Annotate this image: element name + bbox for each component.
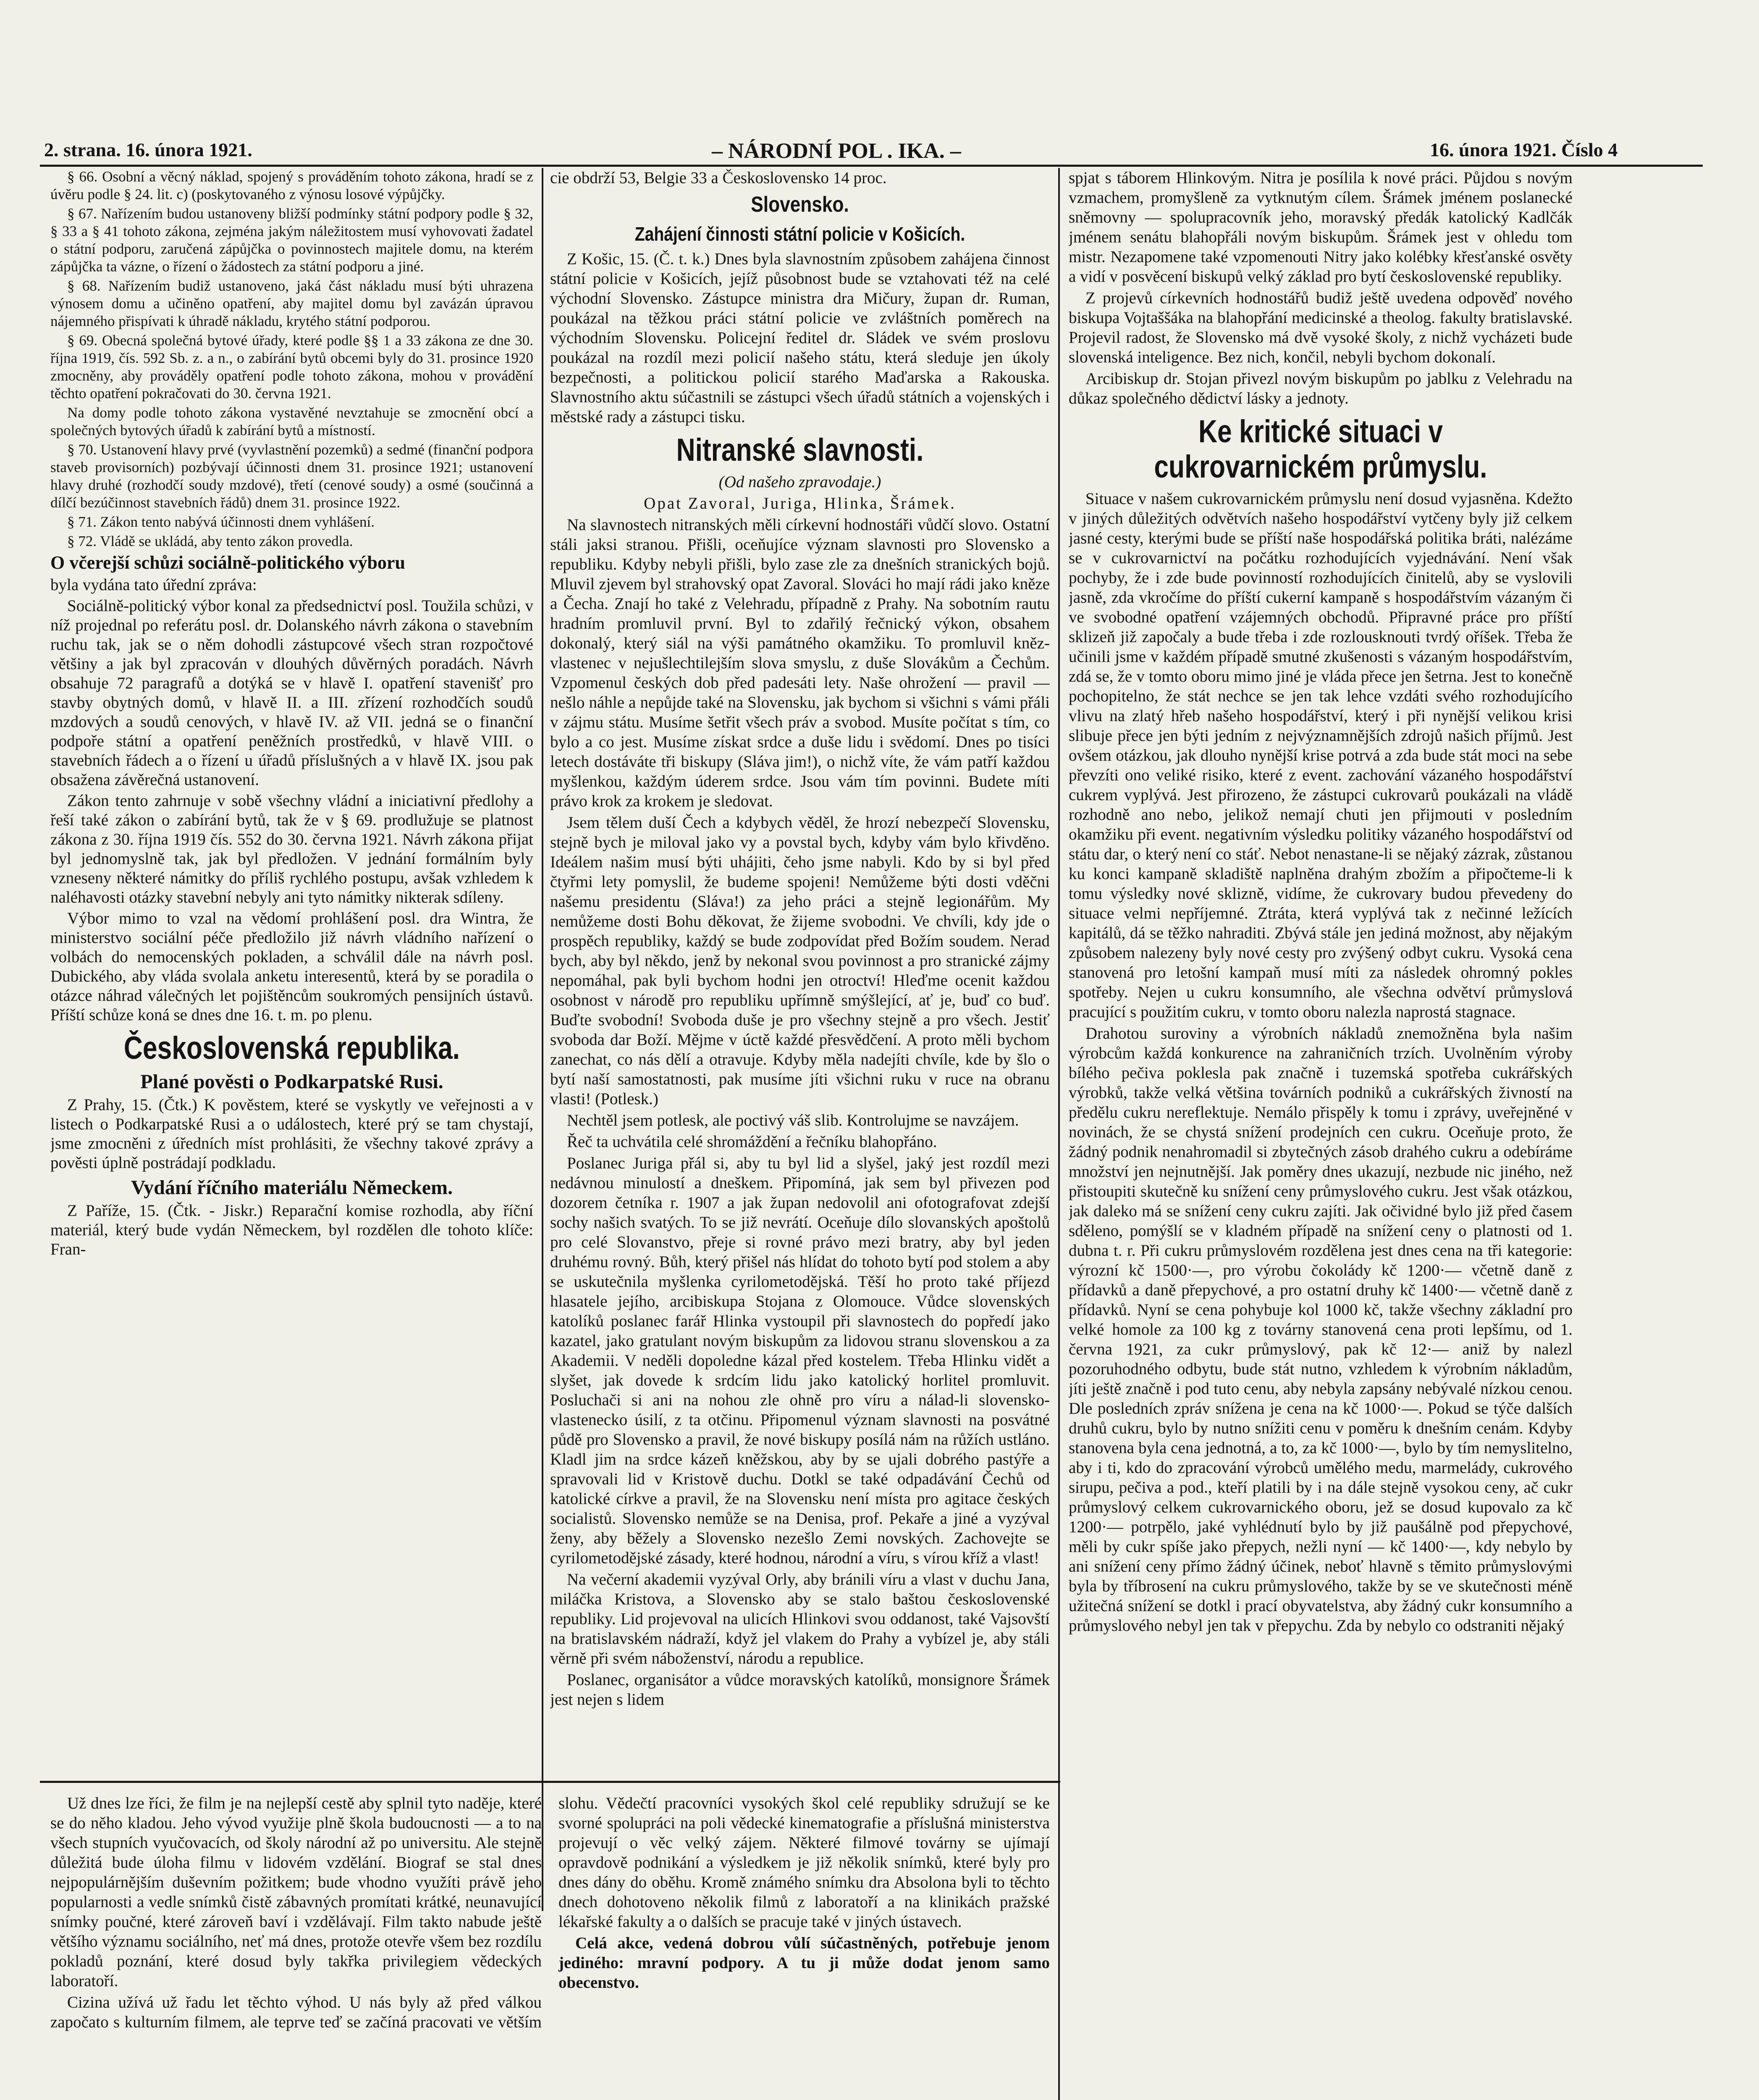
article-paragraph: Celá akce, vedená dobrou vůlí súčastněných, potřebuje jenom jediného: mravní podpory. A tu ji může dodat jenom samo obecenstvo. bbox=[558, 1934, 1050, 1992]
slovakia-heading: Slovensko. bbox=[751, 192, 849, 217]
header-masthead: – NÁRODNÍ POL . IKA. – bbox=[712, 139, 961, 163]
sugar-heading: Ke kritické situaci v cukrovarnickém průmyslu. bbox=[1154, 414, 1487, 485]
article-paragraph: § 67. Nařízením budou ustanoveny bližší podmínky státní podpory podle § 32, § 33 a § 41 tohoto zákona, zejména jakým náležitostem musí vyhovovati žadatel o státní podporu, zaručená zápůjčka o povinnostech majitele domu, na kterém zápůjčka ta vázne, o řízení o žádostech za státní podporu a jiné. bbox=[50, 205, 533, 275]
article-paragraph: § 70. Ustanovení hlavy prvé (vyvlastnění pozemků) a sedmé (finanční podpora staveb provisorních) pozbývají účinnosti dnem 31. prosince 1921; ustanovení hlavy druhé (rozhodčí soudy mzdové), třetí (cenové soudy) a osmé (součinná a dílčí bezúčinnost stavebních řádů) dnem 31. prosince 1922. bbox=[50, 441, 533, 511]
article-paragraph: Nechtěl jsem potlesk, ale poctivý váš slib. Kontrolujme se navzájem. bbox=[567, 1111, 1019, 1129]
header-rule bbox=[40, 165, 1703, 167]
article-paragraph: Na domy podle tohoto zákona vystavěné nevztahuje se zmocnění obcí a společných bytových úřadů k zabírání bytů a místností. bbox=[50, 404, 533, 438]
nitra-subheading: (Od našeho zpravodaje.) bbox=[718, 473, 881, 491]
article-paragraph: Z Paříže, 15. (Čtk. - Jiskr.) Reparační komise rozhodla, aby říční materiál, který bude vydán Německem, byl rozdělen dle tohoto klíče: Fran- bbox=[50, 1202, 533, 1258]
article-paragraph: Jsem tělem duší Čech a kdybych věděl, že hrozí nebezpečí Slovensku, stejně bych je miloval jako vy a povstal bych, kdyby vám bylo křivděno. Ideálem našim musí býti uhájiti, čeho jsme nabyli. Kdo by si byl před čtyřmi lety pomyslil, že budeme spojeni! Nemůžeme býti dosti vděčni našemu presidentu (Sláva!) za jeho práci a stejně legionářům. My nemůžeme dosti Bohu děkovat, že žijeme svobodni. Ve chvíli, kdy jde o prospěch republiky, každý se bude zodpovídat před Božím soudem. Nerad bych, aby byl někdo, jenž by nekonal svou povinnost a pro stranické zájmy nepomáhal, pak byli bychom hodni jen otroctví! Hleďme ocenit každou osobnost v národě pro republiku upřímně smýšlející, ať je, buď co buď. Buďte svobodní! Svoboda duše je pro všechny stejně a pro všech. Jestiť svoboda dar Boží. Mějme v úctě každé přesvědčení. A proto měli bychom zanechat, co nás dělí a otravuje. Kdyby měla nadejíti chvíle, kde by šlo o bytí naší samostatnosti, pak musíme jíti všichni ruku v ruce na obranu vlasti! (Potlesk.) bbox=[550, 814, 1050, 1108]
article-paragraph: Drahotou suroviny a výrobních nákladů znemožněna byla našim výrobcům každá konkurence na zahraničních trzích. Uvolněním výroby bílého pečiva poklesla pak značně i tuzemská spotřeba cukrářských výrobků, takže velká většina továrních podniků a cukrářských živností na předělu cukru nereflektuje. Nemálo přispěly k tomu i zprávy, uveřejněné v novinách, že se chystá snížení prodejních cen cukru. Oceňuje proto, že žádný podnik nenahromadil si zbytečných zásob drahého cukru a odebíráme množství jen nejnutnější. Jak poměry dnes ukazují, nezbude nic jiného, než přistoupiti skutečně ku snížení ceny průmyslového cukru. Jest však otázkou, jak daleko má se snížení ceny cukru zajíti. Jak očividné bylo již před časem sděleno, pomýšlí se v kladném případě na snížení ceny o platnosti od 1. dubna t. r. Při cukru průmyslovém rozdělena jest dnes cena na tři kategorie: výrozní kč 1500·—, pro výrobu čokolády kč 1200·— včetně daně z přídavků a daně přepychové, a pro ostatní druhy kč 1400·— včetně daně z přídavků. Nyní se cena pohybuje kol 1000 kč, takže všechny základní pro velké homole za 100 kg z továrny stanovená cena proti lepšímu, od 1. června 1921, za cukr průmyslový, pak kč 12·— aniž by nalezl pozoruhodného odbytu, bude stát nutno, vzhledem k výrobním nákladům, jíti ještě značně i pod tuto cenu, aby nebyla zapsány nebývalé nízkou cenou. Dle posledních zpráv snížena je cena na kč 1000·—. Pokud se týče dalších druhů cukru, bylo by nutno snížiti cenu v poměru k dnešním cenám. Kdyby stanovena byla cena jednotná, a to, za kč 1000·—, bylo by tím nemyslitelno, aby i ti, kdo do zpracování výrobců umělého medu, marmelády, cukrového sirupu, pečiva a pod., kteří platili by i na dále stejně vysokou ceny, ač cukr průmyslový celkem cukrovarnického oboru, jež se dosud kupovalo za kč 1200·— potrpělo, jaké vyhlédnutí bylo by již paušálně pod přepychové, měli by cukr spíše jako přepych, nežli nyní — kč 1400·—, kdy nebylo by ani snížení ceny přímo žádný účinek, neboť hlavně s těmito průmyslovými byla by tříbrosení na cukru průmyslového, takže by se ve skutečnosti méně užitečná snížení se dotkl i prací obyvatelstva, aby žádný cukr konsumního a průmyslového nebyl jen tak v přepychu. Zda by nebylo co odstraniti nějaký bbox=[1069, 1024, 1573, 1635]
river-heading: Vydání říčního materiálu Německem. bbox=[131, 1176, 453, 1199]
article-paragraph: Výbor mimo to vzal na vědomí prohlášení posl. dra Wintra, že ministerstvo sociální péče předložilo již návrh vládního nařízení o volbách do nemocenských pokladen, a schválil dále na návrh posl. Dubického, aby vláda svolala anketu interesentů, která by se poradila o otázce náhrad válečných let pojištěncům soukromých pensijních ústavů. Příští schůze koná se dnes dne 16. t. m. po plenu. bbox=[50, 909, 533, 1024]
nitra-heading: Nitranské slavnosti. bbox=[676, 432, 924, 468]
article-paragraph: § 68. Nařízením budiž ustanoveno, jaká část nákladu musí býti uhrazena výnosem domu a učiněno opatření, aby majitel domu byl zavázán úpravou nájemného přispívati k úhradě nákladu, krytého státní podporou. bbox=[50, 278, 533, 329]
article-paragraph: Zákon tento zahrnuje v sobě všechny vládní a iniciativní předlohy a řeší také zákon o zabírání bytů, tak že v § 69. prodlužuje se platnost zákona z 30. října 1919 čís. 552 do 30. června 1921. Návrh zákona přijat byl jednomyslně tak, jak byl předložen. V jednání formálním byly vzneseny některé námitky do příliš rychlého postupu, avšak vzhledem k naléhavosti otázky stavební nebyly ani tyto námitky nikterak sdíleny. bbox=[50, 792, 533, 906]
meeting-heading: O včerejší schůzi sociálně-politického výboru bbox=[50, 552, 405, 573]
article-paragraph: Z projevů církevních hodnostářů budiž ještě uvedena odpověď nového biskupa Vojtaššáka na blahopřání medicinské a theolog. fakulty bratislavské. Projevil radost, že Slovensko má dvě vysoké školy, z nichž vycházeti bude slovenská inteligence. Bez nich, končil, nebyli bychom dokonalí. bbox=[1069, 289, 1573, 366]
article-paragraph: § 69. Obecná společná bytové úřady, které podle §§ 1 a 33 zákona ze dne 30. října 1919, čís. 592 Sb. z. a n., o zabírání bytů obcemi byly do 31. prosince 1920 zmocněny, aby prováděly opatření podle tohoto zákona, mohou v provádění těchto opatření pokračovati do 30. června 1921. bbox=[50, 332, 533, 402]
article-paragraph: § 72. Vládě se ukládá, aby tento zákon provedla. bbox=[67, 533, 353, 549]
column-rule-2 bbox=[1058, 168, 1060, 2100]
article-paragraph: Poslanec, organisátor a vůdce moravských katolíků, monsignore Šrámek jest nejen s lidem bbox=[550, 1671, 1050, 1709]
article-paragraph: § 71. Zákon tento nabývá účinnosti dnem vyhlášení. bbox=[67, 514, 375, 530]
nitra-names: Opat Zavoral, Juriga, Hlinka, Šrámek. bbox=[644, 494, 956, 512]
article-paragraph: Situace v našem cukrovarnickém průmyslu není dosud vyjasněna. Kdežto v jiných důležitých odvětvích našeho hospodářství vytčeny byly již celkem jasné cesty, kterými bude se příští naše hospodářská politika bráti, nalézáme se v cukrovarnictví na počátku rozhodujících vyjednávání. Není však pochyby, že i zde bude povinností rozhodujících činitelů, aby se vyslovili jasně, zda vkročíme do příští cukerní kampaně s hospodářstvím vázaným či ve svobodné opatření vzájemných obchodů. Připravné práce pro příští sklizeň již započaly a bude třeba i zde rozlousknouti tvrdý oříšek. Třeba že učinili jsme v každém případě smutné zkušenosti s vázaným hospodářstvím, zdá se, že v tomto oboru mimo jiné je vláda přece jen šetrna. Jest to konečně pochopitelno, že stát nechce se jen tak lehce vzdáti svého rozhodujícího vlivu na zlatý hřeb našeho hospodářství, který i při nynější velikou krisi slibuje přece jen býti jedním z nejvýznamnějších zdrojů našich příjmů. Jest ovšem otázkou, jak dlouho nynější krise potrvá a zda bude stát moci na sebe převzíti ono veliké risiko, které z event. zachování vázaného hospodářství cukrem vyplývá. Jest přirozeno, že zástupci cukrovarů poukázali na vládě rozhodně ano nebo, jelikož nemají chuti jen přijmouti v posledním okamžiku při event. negativním výsledku politiky vázaného hospodářství od státu dar, o který není co stáť. Nebot nenastane-li se nějaký zázrak, zůstanou ku konci kampaně skladiště naplněna drahým zbožím a připočteme-li k tomu výsledky nové sklizně, vidíme, že cukrovary budou převedeny do situace velmi nepříjemné. Ztráta, která vyplývá tak z nečinné ležících kapitálů, dá se těžko nahraditi. Zbývá stále jen jediná možnost, aby nějakým způsobem nalezeny byly nové cesty pro zvýšený odbyt cukru. Vysoká cena stanovená pro letošní kampaň musí míti za následek ohromný pokles spotřeby. Nejen u cukru konsumního, ale všechna odvětví průmyslová pracující s použitím cukru, v tomto oboru nalezla naprostá stagnace. bbox=[1069, 490, 1573, 1021]
article-paragraph: byla vydána tato úřední zpráva: bbox=[50, 576, 257, 594]
column-3 bbox=[1069, 168, 1573, 2100]
article-paragraph: Už dnes lze říci, že film je na nejlepší cestě aby splnil tyto naděje, které se do něho kladou. Jeho vývod využije plně škola budoucnosti — a to na všech stupních vyučovacích, od školy národní až po universitu. Ale stejně důležitá bude úloha filmu v lidovém vzdělání. Biograf se stal dnes nejpopulárnějším duševním požitkem; bude vhodno využíti právě jeho popularnosti a vedle snímků čistě zábavných promítati krátké, neunavující snímky poučné, které zároveň baví i vzdělávají. Film takto nabude ještě většího významu sociálního, neť má dnes, protože otevře všem bez rozdílu pokladů poznání, které dosud byly takřka privilegiem vědeckých laboratoří. bbox=[50, 1794, 542, 1990]
article-paragraph: cie obdrží 53, Belgie 33 a Československo 14 proc. bbox=[550, 169, 887, 187]
article-paragraph: spjat s táborem Hlinkovým. Nitra je posílila k nové práci. Půjdou s novým vzmachem, promyšleně za vytknutým cílem. Šrámek jménem poslanecké sněmovny — spolupracovník jeho, moravský předák katolický Kadlčák jménem senátu blahopřáli novým biskupům. Šrámek jest v ohledu tom mistr. Nezapomene také vzpomenouti Nitry jako kolébky křesťanské osvěty a vidí v posvěcení biskupů velký základ pro bytí československé republiky. bbox=[1069, 169, 1573, 286]
column-rule-1 bbox=[542, 168, 543, 1911]
article-paragraph: Na slavnostech nitranských měli církevní hodnostáři vůdčí slovo. Ostatní stáli jaksi stranou. Přišli, oceňujíce význam slavnosti pro Slovensko a republiku. Kdyby nebyli přišli, bylo zase zle za dnešních stranických bojů. Mluvil zjevem byl strahovský opat Zavoral. Slováci ho mají rádi jako kněze a Čecha. Znají ho také z Velehradu, případně z Prahy. Na sobotním rautu hradním promluvil první. Byl to zdařilý řečnický výkon, obsahem dokonalý, který siál na výši památného okamžiku. To promluvil kněz-vlastenec v nejušlechtilejším slova smyslu, z duše Slovákům a Čechům. Vzpomenul českých dob před padesáti lety. Naše ohrožení — pravil — nešlo náhle a nepůjde také na Slovensku, jak bychom si všichni s vámi přáli v zájmu státu. Musíme šetřit všech práv a svobod. Musíte počítat s tím, co bylo a co jest. Musíme získat srdce a duše lidu i svědomí. Dnes po tisíci letech dostáváte tři biskupy (Sláva jim!), o nichž víte, že vám patří každou myšlenkou, každým úderem srdce. Jsou vám tím povinni. Budete míti právo krok za krokem je sledovat. bbox=[550, 516, 1050, 810]
rumor-heading: Plané pověsti o Podkarpatské Rusi. bbox=[140, 1071, 443, 1093]
republic-heading: Československá republika. bbox=[123, 1030, 460, 1066]
article-paragraph: Z Prahy, 15. (Čtk.) K pověstem, které se vyskytly ve veřejnosti a v listech o Podkarpatské Rusi a o událostech, které prý se tam chystají, jsme zmocněni z úředních míst prohlásiti, že všechny takové zprávy a pověsti úplně postrádají podkladu. bbox=[50, 1096, 533, 1172]
header-right: 16. února 1921. Číslo 4 bbox=[1430, 139, 1618, 160]
article-paragraph: Poslanec Juriga přál si, aby tu byl lid a slyšel, jaký jest rozdíl mezi nedávnou minulostí a dneškem. Připomíná, jak sem byl přivezen pod dozorem četníka r. 1907 a jak župan nedovolil ani ofotografovat zdejší sochy našich svatých. To se již nevrátí. Oceňuje dílo slovanských apoštolů pro celé Slovanstvo, přeje si rovné právo mezi bratry, aby byl jeden druhému rovný. Bůh, který přišel nás hlídat do tohoto bytí pod stolem a aby se uskutečnila myšlenka cyrilometodějská. Těší ho proto také příjezd hlasatele jejího, arcibiskupa Stojana z Olomouce. Vůdce slovenských katolíků poslanec farář Hlinka vystoupil při slavnostech do popředí jako kazatel, jako gratulant novým biskupům za lidovou stranu slovenskou a za Akademii. V neděli dopoledne kázal před kostelem. Třeba Hlinku vidět a slyšet, jak dovede k srdcím lidu jako katolický horlitel promluvit. Posluchači si ani na nohou zle ohně pro víru a nálad-li slovensko-vlastenecko úsilí, z ta otčinu. Připomenul význam slavnosti na posvátné půdě pro Slovensko a pravil, že nové biskupy posílá nám na růžích ustláno. Kladl jim na srdce kázeň kněžskou, aby by se ujali dobrého pastýře a spravovali lid v Kristově duchu. Dotkl se také odpadávání Čechů od katolické církve a pravil, že na Slovensku není místa pro agitace českých socialistů. Slovensko nemůže se na Denisa, prof. Pekaře a jiné a vyzýval ženy, aby běžely a Slovensko nezešlo Zemi novských. Zachovejte se cyrilometodějské zásady, které hodnou, národní a víru, s vírou kříž a vlast! bbox=[550, 1154, 1050, 1567]
film-article bbox=[50, 1793, 1050, 2100]
article-paragraph: § 66. Osobní a věcný náklad, spojený s prováděním tohoto zákona, hradí se z úvěru podle § 24. lit. c) (poskytovaného z výnosu losové výpůjčky. bbox=[50, 168, 533, 202]
column-1 bbox=[50, 168, 533, 1777]
header-left: 2. strana. 16. února 1921. bbox=[44, 139, 252, 160]
police-heading: Zahájení činnosti státní policie v Košicích. bbox=[634, 223, 965, 245]
article-paragraph: Na večerní akademii vyzýval Orly, aby bránili víru a vlast v duchu Jana, miláčka Kristova, a Slovensko aby se stalo baštou československé republiky. Lid projevoval na ulicích Hlinkovi svou oddanost, také Vajsovští na bratislavském nádraží, když jel vlakem do Prahy a vybízel je, aby stáli věrně při svém náboženství, národu a republice. bbox=[550, 1570, 1050, 1667]
article-paragraph: Cizina užívá už řadu let těchto výhod. U nás byly až před válkou započato s kulturním filmem, ale teprve teď se začíná pracovati ve větším slohu. Vědečtí pracovníci vysokých škol celé republiky sdružují se ke svorné spolupráci na poli vědecké kinematografie a příslušná ministerstva projevují o věc velký zájem. Některé filmové továrny se ujímají opravdově podnikání a výsledkem je již několik snímků, které byly pro dnes dány do oběhu. Kromě známého snímku dra Absolona byli to těchto dnech dohotoveno několik filmů z laboratoří a na klinikách pražské lékařské fakulty a o dalších se pracuje také v jiných ústavech. bbox=[50, 1794, 1050, 2031]
article-paragraph: Arcibiskup dr. Stojan přivezl novým biskupům po jablku z Velehradu na důkaz společného dědictví lásky a jednoty. bbox=[1069, 370, 1573, 407]
article-paragraph: Řeč ta uchvátila celé shromáždění a řečníku blahopřáno. bbox=[567, 1133, 937, 1151]
article-paragraph: Z Košic, 15. (Č. t. k.) Dnes byla slavnostním způsobem zahájena činnost státní policie v Košicích, jejíž působnost bude se vztahovati též na celé východní Slovensko. Zástupce ministra dra Mičury, župan dr. Ruman, poukázal na těžkou práci státní policie ve zvláštních poměrech na východním Slovensku. Policejní ředitel dr. Sládek ve svém proslovu poukázal na rozdíl mezi policií našeho státu, která sleduje jen úkoly bezpečnosti, a politickou policií starého Maďarska a Rakouska. Slavnostního aktu súčastnili se zástupci všech úřadů státních a vojenských i městské rady a zástupci tisku. bbox=[550, 250, 1050, 426]
article-paragraph: Sociálně-politický výbor konal za předsednictví posl. Toužila schůzi, v níž projednal po referátu posl. dr. Dolanského návrh zákona o stavebním ruchu tak, jak se o něm dohodli zástupcové všech stran rozpočtové většiny a jak byl zpracován v dlouhých důvěrných poradách. Návrh obsahuje 72 paragrafů a dotýká se v hlavě I. opatření stavenišť pro stavby obytných domů, v hlavě II. a III. zřízení rozhodčích soudů mzdových a soudů cenových, v hlavě IV. až VII. jedná se o finanční podpoře státní a opatření peněžních prostředků, v hlavě VIII. o stavebních řádech a o řízení u úřadů příslušných a v hlavě IX. jsou pak obsažena závěrečná ustanovení. bbox=[50, 597, 533, 789]
page-header bbox=[44, 139, 1699, 164]
